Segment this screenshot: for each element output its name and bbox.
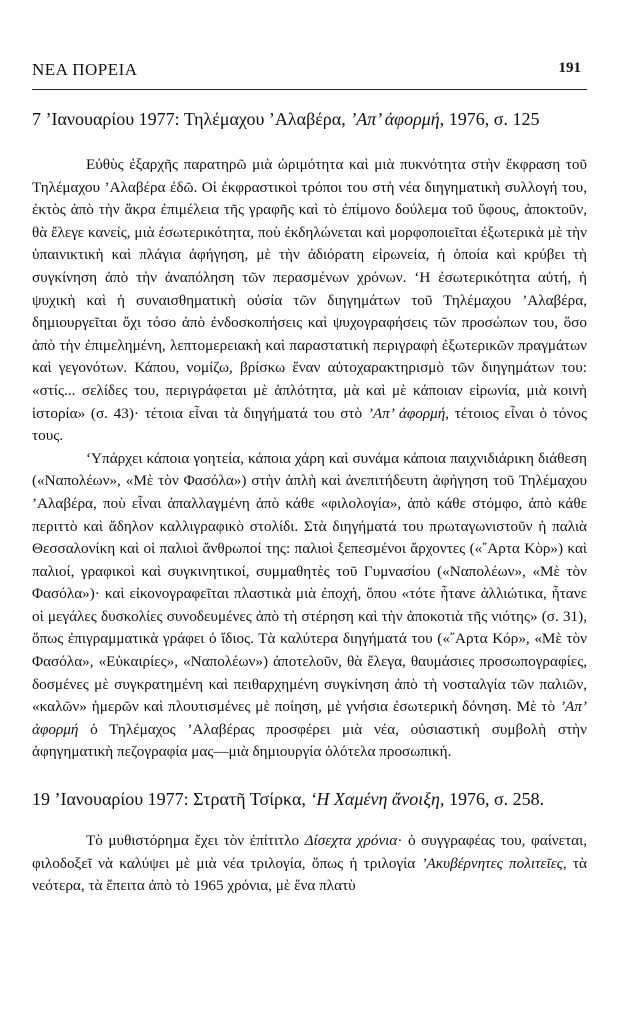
page-body	[32, 108, 587, 898]
running-header	[32, 60, 587, 88]
entry-heading: 19 ’Ιανουαρίου 1977: Στρατῆ Τσίρκα, ‘Η Χαμένη ἄνοιξη, 1976, σ. 258.	[32, 789, 545, 810]
review-entry-2	[32, 788, 587, 898]
paragraph: ‘Υπάρχει κάποια γοητεία, κάποια χάρη καὶ συνάμα κάποια παιχνιδιάρικη διάθεση («Ναπολέων», «Μὲ τὸν Φασόλα») στὴν ἁπλὴ καὶ ἀνεπιτήδευτη ἀφήγηση τοῦ Τηλέμαχου ’Αλαβέρα, ποὺ εἶναι ἀπαλλαγμένη ἀπὸ κάθε «φιλολογία», ἀπὸ κάθε στόμφο, ἀπὸ κάθε περιττὸ καὶ ἄδηλον καλλιγραφικὸ στολίδι. Στὰ διηγήματά του πρωταγωνιστοῦν ἡ παλιὰ Θεσσαλονίκη καὶ οἱ παλιοὶ ἄνθρωποί της: παλιοὶ ξεπεσμένοι ἄρχοντες («῎Αρτα Κὸρ») καὶ παλιοί, γραφικοὶ καὶ συγκινητικοί, συμμαθητὲς τοῦ Γυμνασίου («Ναπολέων», «Μὲ τὸν Φασόλα»)· καὶ εἰκονογραφεῖται πλαστικὰ μιὰ ἐποχή, ὅπου «τότε ἦτανε ἀλλιώτικα, ἦτανε οἱ μεγάλες δυσκολίες συνοδευμένες ἀπὸ τὴ στέρηση καὶ τὴν ἀποκοτιὰ τῆς νιότης» (σ. 31), ὅπως ἐπιγραμματικὰ γράφει ὁ ἴδιος. Τὰ καλύτερα διηγήματά του («῎Αρτα Κόρ», «Μὲ τὸν Φασόλα», «Εὐκαιρίες», «Ναπολέων») ἀποτελοῦν, θὰ ἔλεγα, θαυμάσιες προσωπογραφίες, δοσμένες μὲ συγκρατημένη καὶ πειθαρχημένη συγκίνηση ἀπὸ τὴ νοσταλγία τῶν παλιῶν, «καλῶν» ἡμερῶν καὶ πλουτισμένες μὲ ποίηση, μὲ γνήσια ἐσωτερικὴ δόνηση. Μὲ τὸ ’Απ’ ἀφορμή ὁ Τηλέμαχος ’Αλαβέρας προσφέρει μιὰ νέα, οὐσιαστικὴ συμβολὴ στὴν ἀφηγηματικὴ πεζογραφία μας—μιὰ δημιουργία ὁλότελα προσωπική.	[32, 449, 587, 761]
entry-heading: 7 ’Ιανουαρίου 1977: Τηλέμαχου ’Αλαβέρα, ’Απ’ ἀφορμή, 1976, σ. 125	[32, 109, 540, 129]
paragraph: Εὐθὺς ἐξαρχῆς παρατηρῶ μιὰ ὡριμότητα καὶ μιὰ πυκνότητα στὴν ἔκφραση τοῦ Τηλέμαχου ’Αλαβέρα ἐδῶ. Οἱ ἐκφραστικοὶ τρόποι του στὴ νέα διηγηματικὴ συλλογή του, ἐκτὸς ἀπὸ τὴν ἄκρα ἐπιμέλεια τῆς γραφῆς καὶ τὸ ἐπίμονο δούλεμα τοῦ ὕφους, ἀποκτοῦν, θὰ ἔλεγε κανείς, μιὰ ἐσωτερικότητα, ποὺ ἐκδηλώνεται καὶ μορφοποιεῖται ἐξωτερικὰ μὲ τὴν ὑπαινικτικὴ καὶ πλάγια ἀφήγηση, μὲ τὴν ἀδιόρατη εἰρωνεία, ἡ ὁποία καὶ κρύβει τὴ συγκίνηση ἀπὸ τὴν ἀναπόληση τῶν περασμένων χρόνων. ‘Η ἐσωτερικότητα αὐτή, ἡ ψυχικὴ καὶ ἡ συναισθηματικὴ οὐσία τῶν διηγημάτων τοῦ Τηλέμαχου ’Αλαβέρα, δημιουργεῖται ὄχι τόσο ἀπὸ ἐνδοσκοπήσεις καὶ ψυχογραφήσεις τῶν προσώπων του, ὅσο ἀπὸ τὴν ἐπιμελημένη, λεπτομερειακὴ καὶ παραστατικὴ περιγραφὴ ἐξωτερικῶν πραγμάτων καὶ γεγονότων. Κάπου, νομίζω, βρίσκω ἕναν αὐτοχαρακτηρισμὸ τῶν διηγημάτων του: «στίς... σελίδες του, περιγράφεται μὲ ἁπλότητα, μὰ καὶ μὲ κάποιαν εἰρωνία, μιὰ κοινὴ ἱστορία» (σ. 43)· τέτοια εἶναι τὰ διηγήματά του στὸ ’Απ’ ἀφορμή, τέτοιος εἶναι ὁ τόνος τους.	[32, 156, 587, 445]
page-number: 191	[558, 60, 581, 76]
book-title: ‘Η Χαμένη ἄνοιξη	[310, 789, 440, 810]
header-rule	[32, 89, 587, 90]
paragraph: Τὸ μυθιστόρημα ἔχει τὸν ἐπίτιτλο Δίσεχτα χρόνια· ὁ συγγραφέας του, φαίνεται, φιλοδοξεῖ νὰ καλύψει μὲ μιὰ νέα τριλογία, ὅπως ἡ τριλογία ’Ακυβέρνητες πολιτεῖες, τὰ νεότερα, τὰ ἔπειτα ἀπὸ τὸ 1965 χρόνια, μὲ ἕνα πλατὺ	[32, 832, 587, 895]
book-title: ’Απ’ ἀφορμή	[350, 109, 440, 129]
journal-title: ΝΕΑ ΠΟΡΕΙΑ	[32, 60, 138, 79]
review-entry-1	[32, 108, 587, 764]
